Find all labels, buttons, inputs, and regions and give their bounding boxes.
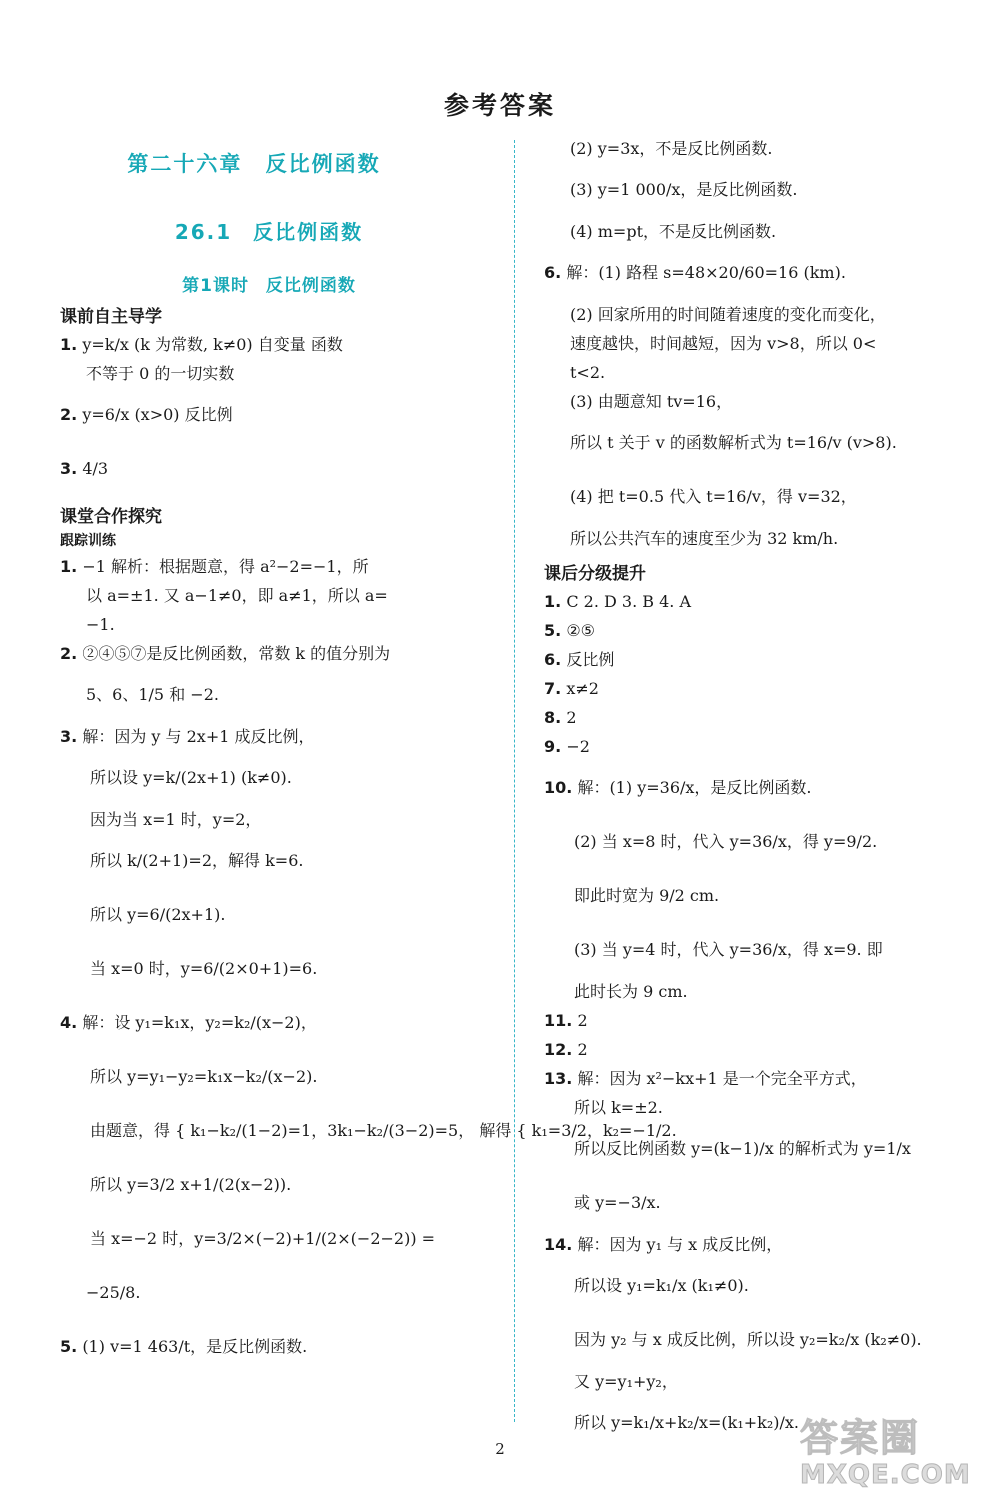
answer-line	[544, 645, 960, 674]
answer-line	[544, 674, 960, 703]
block-subheading: 跟踪训练	[60, 533, 116, 549]
answer-line	[544, 1006, 960, 1035]
right-answer-list	[544, 134, 960, 1450]
answer-line	[60, 805, 478, 834]
answer-text: 当 x=−2 时，y=3/2×(−2)+1/(2×(−2−2)) =	[90, 1229, 436, 1248]
section-heading: 26.1 反比例函数	[174, 220, 364, 244]
answer-text: (4) 把 t=0.5 代入 t=16/v，得 v=32，	[570, 487, 857, 506]
answer-line	[544, 217, 960, 246]
answer-text: 此时长为 9 cm.	[574, 982, 688, 1001]
column-divider	[514, 140, 515, 1422]
answer-line	[544, 732, 960, 761]
answer-text: ②④⑤⑦是反比例函数，常数 k 的值分别为	[82, 644, 391, 663]
answer-line	[544, 616, 960, 645]
question-number: 8.	[544, 708, 562, 727]
answer-text: (4) m=pt，不是反比例函数.	[570, 222, 777, 241]
answer-line	[60, 668, 478, 722]
answer-line	[544, 246, 960, 300]
block-heading: 课前自主导学	[60, 307, 162, 327]
answer-line	[544, 1122, 960, 1176]
answer-line	[544, 1230, 960, 1259]
answer-text: 不等于 0 的一切实数	[86, 364, 235, 383]
answer-line	[544, 524, 960, 553]
answer-text: 所以反比例函数 y=(k−1)/x 的解析式为 y=1/x	[574, 1139, 911, 1158]
answer-text: 解：设 y₁=k₁x，y₂=k₂/(x−2)，	[82, 1013, 317, 1032]
answer-line	[544, 761, 960, 815]
answer-line	[544, 815, 960, 869]
answer-line	[60, 888, 478, 942]
answer-text: 解：(1) 路程 s=48×20/60=16 (km).	[566, 263, 846, 282]
answer-text: 所以 k/(2+1)=2，解得 k=6.	[90, 851, 304, 870]
answer-line	[544, 387, 960, 416]
answer-text: (3) 当 y=4 时，代入 y=36/x，得 x=9. 即	[574, 940, 883, 959]
answer-text: ②⑤	[566, 621, 595, 640]
lesson-heading: 第1课时 反比例函数	[182, 276, 356, 296]
answer-line	[544, 587, 960, 616]
answer-text: 2	[577, 1040, 588, 1059]
answer-text: (2) 回家所用的时间随着速度的变化而变化，	[570, 305, 886, 324]
question-number: 7.	[544, 679, 562, 698]
answer-line	[544, 416, 960, 470]
page-title: 参考答案	[443, 91, 556, 120]
answer-text: 所以 y=y₁−y₂=k₁x−k₂/(x−2).	[90, 1067, 318, 1086]
block-heading: 课后分级提升	[544, 564, 646, 584]
answer-text: 解：因为 y₁ 与 x 成反比例，	[577, 1235, 783, 1254]
answer-text: 即此时宽为 9/2 cm.	[574, 886, 720, 905]
answer-text: x≠2	[566, 679, 599, 698]
question-number: 13.	[544, 1069, 573, 1088]
question-number: 5.	[60, 1337, 78, 1356]
right-column	[544, 134, 960, 1450]
answer-text: 当 x=0 时，y=6/(2×0+1)=6.	[90, 959, 318, 978]
answer-text: 又 y=y₁+y₂，	[574, 1372, 678, 1391]
answer-text: t<2.	[570, 363, 606, 382]
answer-text: 因为 y₂ 与 x 成反比例，所以设 y₂=k₂/x (k₂≠0).	[574, 1330, 922, 1349]
question-number: 5.	[544, 621, 562, 640]
question-number: 3.	[60, 727, 78, 746]
answer-line	[60, 751, 478, 805]
question-number: 10.	[544, 778, 573, 797]
answer-text: (2) y=3x，不是反比例函数.	[570, 139, 773, 158]
answer-line	[544, 1035, 960, 1064]
question-number: 12.	[544, 1040, 573, 1059]
answer-text: −25/8.	[86, 1283, 141, 1302]
answer-line	[544, 329, 960, 358]
question-number: 4.	[60, 1013, 78, 1032]
answer-line	[544, 869, 960, 923]
question-number: 6.	[544, 263, 562, 282]
answer-text: 或 y=−3/x.	[574, 1193, 661, 1212]
answer-text: 所以 y=6/(2x+1).	[90, 905, 226, 924]
answer-text: 解：(1) y=36/x，是反比例函数.	[577, 778, 812, 797]
watermark-title: 答案圈	[800, 1416, 921, 1460]
answer-text: (3) 由题意知 tv=16，	[570, 392, 733, 411]
answer-text: −2	[566, 737, 590, 756]
answer-text: 以 a=±1. 又 a−1≠0，即 a≠1，所以 a=	[86, 586, 388, 605]
question-number: 1.	[544, 592, 562, 611]
answer-text: (3) y=1 000/x，是反比例函数.	[570, 180, 798, 199]
answer-text: −1.	[86, 615, 115, 634]
answer-line	[544, 1064, 960, 1093]
answer-line	[544, 470, 960, 524]
answer-line	[60, 996, 478, 1050]
answer-text: 所以设 y₁=k₁/x (k₁≠0).	[574, 1276, 749, 1295]
page-number: 2	[495, 1440, 505, 1458]
answer-line	[60, 1050, 478, 1104]
answer-text: (2) 当 x=8 时，代入 y=36/x，得 y=9/2.	[574, 832, 878, 851]
answer-text: 由题意，得 { k₁−k₂/(1−2)=1，3k₁−k₂/(3−2)=5， 解得 { k₁=3/2，k₂=−1/2.	[90, 1121, 677, 1140]
watermark-url: MXQE.COM	[800, 1460, 971, 1490]
answer-line	[544, 1259, 960, 1313]
question-number: 3.	[60, 459, 78, 478]
answer-line	[544, 703, 960, 732]
answer-line	[544, 358, 960, 387]
question-number: 14.	[544, 1235, 573, 1254]
answer-line	[60, 834, 478, 888]
answer-line	[544, 923, 960, 977]
question-number: 11.	[544, 1011, 573, 1030]
answer-line	[60, 442, 478, 496]
answer-line	[60, 388, 478, 442]
answer-line	[60, 330, 478, 359]
answer-line	[60, 1212, 478, 1266]
answer-line	[544, 1093, 960, 1122]
question-number: 1.	[60, 557, 78, 576]
answer-text: 5、6、1/5 和 −2.	[86, 685, 219, 704]
answer-text: 所以公共汽车的速度至少为 32 km/h.	[570, 529, 839, 548]
answer-line	[544, 134, 960, 163]
answer-line	[60, 1266, 478, 1320]
answer-text: (1) v=1 463/t，是反比例函数.	[82, 1337, 308, 1356]
answer-text: 解：因为 y 与 2x+1 成反比例，	[82, 727, 315, 746]
question-number: 9.	[544, 737, 562, 756]
answer-text: 4/3	[82, 459, 109, 478]
answer-line	[60, 581, 478, 610]
answer-line	[60, 1320, 478, 1374]
answer-text: 因为当 x=1 时，y=2，	[90, 810, 262, 829]
answer-text: 所以 y=3/2 x+1/(2(x−2)).	[90, 1175, 292, 1194]
answer-line	[60, 552, 478, 581]
answer-text: 速度越快，时间越短，因为 v>8，所以 0<	[570, 334, 877, 353]
answer-line	[544, 1176, 960, 1230]
answer-line	[60, 639, 478, 668]
answer-text: 解：因为 x²−kx+1 是一个完全平方式，	[577, 1069, 867, 1088]
answer-line	[60, 610, 478, 639]
answer-text: 2	[566, 708, 577, 727]
question-number: 6.	[544, 650, 562, 669]
answer-text: 所以 t 关于 v 的函数解析式为 t=16/v (v>8).	[570, 433, 897, 452]
block-heading: 课堂合作探究	[60, 507, 162, 527]
answer-text: 所以设 y=k/(2x+1) (k≠0).	[90, 768, 292, 787]
answer-line	[60, 1158, 478, 1212]
question-number: 2.	[60, 405, 78, 424]
question-number: 2.	[60, 644, 78, 663]
answer-text: 反比例	[566, 650, 615, 669]
answer-text: y=k/x (k 为常数, k≠0) 自变量 函数	[82, 335, 343, 354]
answer-line	[60, 942, 478, 996]
answer-line	[60, 359, 478, 388]
answer-line	[544, 300, 960, 329]
watermark-logo	[800, 1416, 990, 1496]
question-number: 1.	[60, 335, 78, 354]
answer-text: 所以 k=±2.	[574, 1098, 663, 1117]
answer-text: 所以 y=k₁/x+k₂/x=(k₁+k₂)/x.	[574, 1413, 800, 1432]
answer-line	[544, 977, 960, 1006]
answer-text: −1 解析：根据题意，得 a²−2=−1，所	[82, 557, 369, 576]
answer-line	[60, 722, 478, 751]
answer-line	[544, 1313, 960, 1367]
answer-text: C 2. D 3. B 4. A	[566, 592, 692, 611]
answer-line	[544, 1367, 960, 1396]
chapter-heading: 第二十六章 反比例函数	[127, 152, 381, 176]
answer-text: y=6/x (x>0) 反比例	[82, 405, 233, 424]
answer-line	[544, 163, 960, 217]
answer-text: 2	[577, 1011, 588, 1030]
